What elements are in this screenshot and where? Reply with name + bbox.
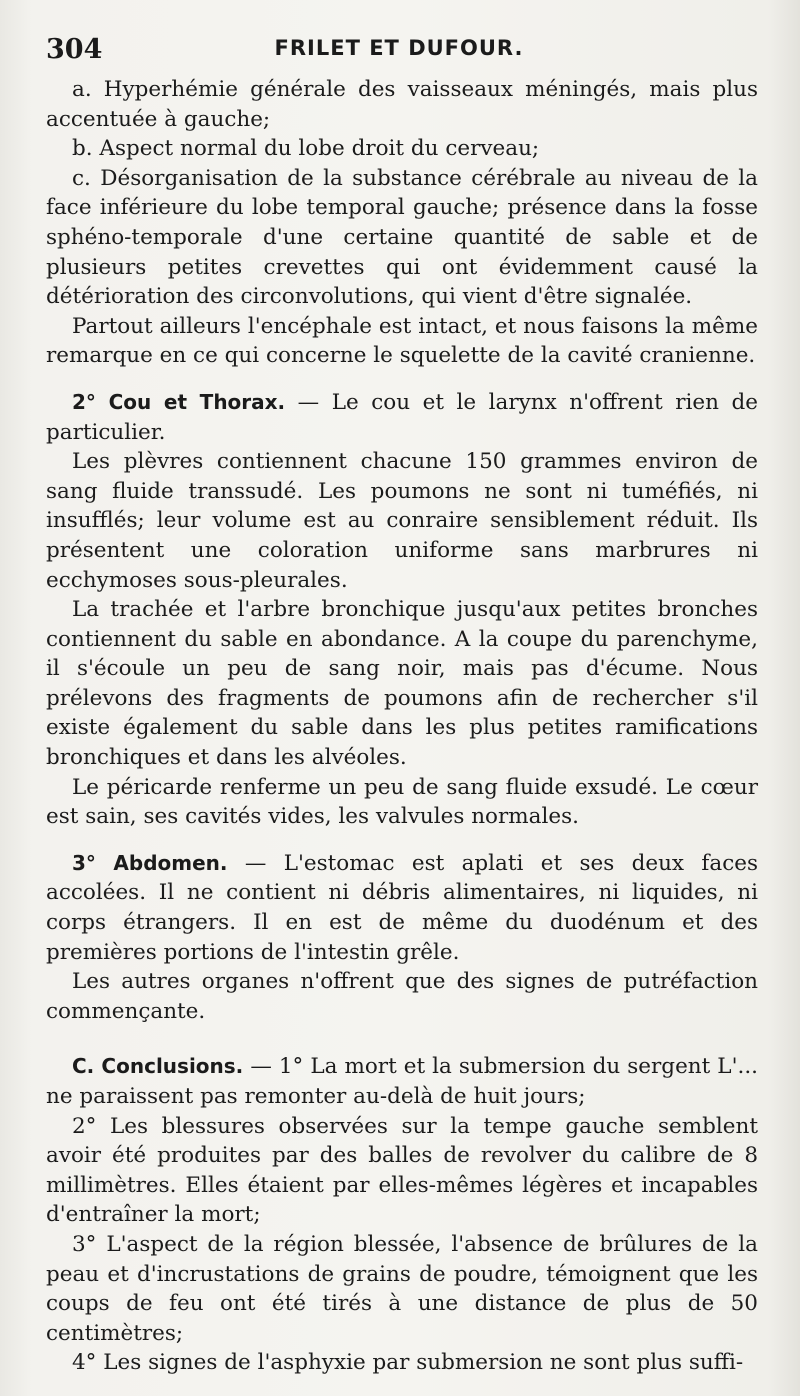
page-body	[46, 75, 758, 1378]
section-heading-conclusions: C. Conclusions.	[72, 1054, 244, 1079]
page-header	[46, 34, 752, 64]
paragraph-b: b. Aspect normal du lobe droit du cerveau;	[72, 136, 540, 162]
section-cou-thorax: 2° Cou et Thorax. — Le cou et le larynx n'offrent rien de particulier.	[46, 389, 758, 445]
conclusion-3: 3° L'aspect de la région blessée, l'absence de brûlures de la peau et d'incrustations de grains de poudre, témoignent que les coups de feu ont été tirés à une distance de plus de 50 centimètres;	[46, 1231, 758, 1346]
section-heading-cou-thorax: 2° Cou et Thorax.	[72, 389, 286, 414]
conclusion-4: 4° Les signes de l'asphyxie par submersion ne sont plus suffi-	[72, 1350, 744, 1376]
page-number: 304	[46, 34, 103, 65]
paragraph-c: c. Désorganisation de la substance cérébrale au niveau de la face inférieure du lobe temporal gauche; présence dans la fosse sphéno-temporale d'une certaine quantité de sable et de plusieurs petites crevettes qui ont évidemment causé la détérioration des circonvolutions, qui vient d'être signalée.	[46, 165, 758, 310]
conclusion-2: 2° Les blessures observées sur la tempe gauche semblent avoir été produites par des balles de revolver du calibre de 8 millimètres. Elles étaient par elles-mêmes légères et incapables d'entraîner la mort;	[46, 1113, 758, 1228]
section-abdomen: 3° Abdomen. — L'estomac est aplati et ses deux faces accolées. Il ne contient ni débris alimentaires, ni liquides, ni corps étrangers. Il en est de même du duodénum et des premières portions de l'intestin grêle.	[46, 850, 758, 965]
paragraph-autres-organes: Les autres organes n'offrent que des signes de putréfaction commençante.	[46, 969, 758, 1024]
paragraph-plevres: Les plèvres contiennent chacune 150 grammes environ de sang fluide transsudé. Les poumons ne sont ni tuméfiés, ni insufflés; leur volume est au conraire sensiblement réduit. Ils présentent une coloration uniforme sans marbrures ni ecchymoses sous-pleurales.	[46, 449, 758, 593]
paragraph-pericarde: Le péricarde renferme un peu de sang fluide exsudé. Le cœur est sain, ses cavités vides, les valvules normales.	[46, 774, 758, 830]
section-heading-abdomen: 3° Abdomen.	[72, 850, 228, 875]
section-conclusions: C. Conclusions. — 1° La mort et la submersion du sergent L'... ne paraissent pas remonter au-delà de huit jours;	[46, 1054, 758, 1109]
paragraph-a: a. Hyperhémie générale des vaisseaux méningés, mais plus accentuée à gauche;	[46, 77, 758, 132]
paragraph-encephale: Partout ailleurs l'encéphale est intact, et nous faisons la même remarque en ce qui concerne le squelette de la cavité cranienne.	[46, 313, 758, 369]
paragraph-trachee: La trachée et l'arbre bronchique jusqu'aux petites bronches contiennent du sable en abondance. A la coupe du parenchyme, il s'écoule un peu de sang noir, mais pas d'écume. Nous prélevons des fragments de poumons afin de rechercher s'il existe également du sable dans les plus petites ramifications bronchiques et dans les alvéoles.	[46, 597, 758, 771]
running-title: FRILET ET DUFOUR.	[274, 36, 524, 60]
